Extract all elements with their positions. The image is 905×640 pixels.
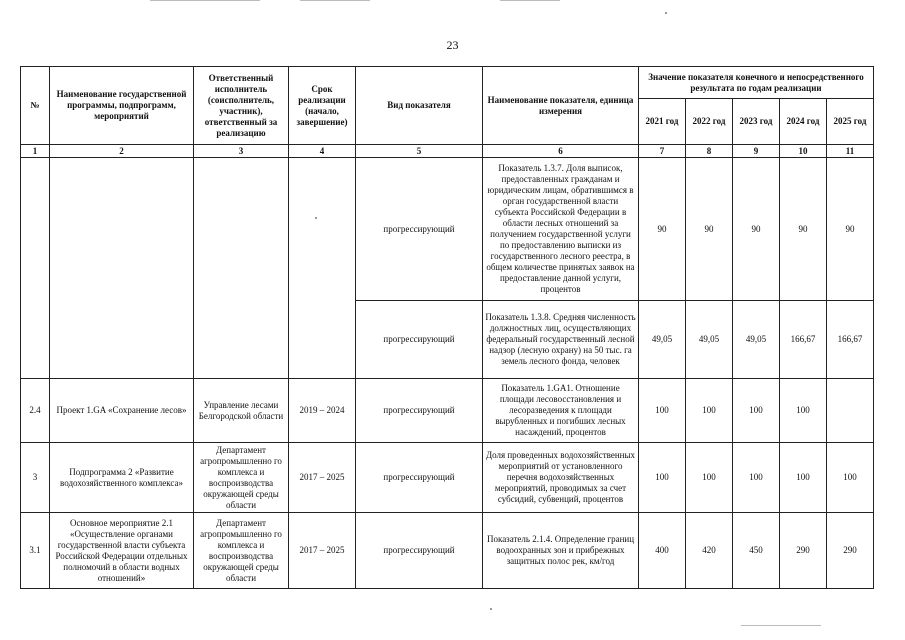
responsible: Департамент агропромышленно го комплекса и воспроизводства окружающей среды области xyxy=(194,443,289,513)
responsible xyxy=(194,158,289,379)
program-name xyxy=(50,158,194,379)
column-index: 6 xyxy=(483,145,639,158)
table-row xyxy=(21,158,874,301)
column-index: 8 xyxy=(686,145,733,158)
value-2021: 90 xyxy=(639,158,686,301)
period: 2019 – 2024 xyxy=(289,379,356,443)
program-name: Проект 1.GA «Сохранение лесов» xyxy=(50,379,194,443)
value-2025: 100 xyxy=(827,443,874,513)
value-2021: 100 xyxy=(639,443,686,513)
value-2023: 100 xyxy=(733,379,780,443)
indicator-name: Доля проведенных водохозяйственных мероприятий от установленного перечня водохозяйственных мероприятий, проводимых за счет субсидий, субвенций, процентов xyxy=(483,443,639,513)
header-year: 2021 год xyxy=(639,99,686,145)
value-2022: 100 xyxy=(686,379,733,443)
row-number: 3 xyxy=(21,443,50,513)
column-index: 2 xyxy=(50,145,194,158)
table-row xyxy=(21,443,874,513)
column-index: 11 xyxy=(827,145,874,158)
scan-artifact-line xyxy=(300,0,370,1)
value-2023: 90 xyxy=(733,158,780,301)
scan-artifact-line xyxy=(500,0,560,1)
responsible: Департамент агропромышленно го комплекса и воспроизводства окружающей среды области xyxy=(194,513,289,589)
header-number: № xyxy=(21,67,50,145)
value-2021: 49,05 xyxy=(639,301,686,379)
value-2024: 90 xyxy=(780,158,827,301)
scan-dot xyxy=(490,608,492,610)
header-year: 2022 год xyxy=(686,99,733,145)
column-index: 1 xyxy=(21,145,50,158)
header-period: Срок реализации (начало, завершение) xyxy=(289,67,356,145)
row-number: 2.4 xyxy=(21,379,50,443)
indicators-table xyxy=(20,66,874,589)
value-2022: 90 xyxy=(686,158,733,301)
column-index: 3 xyxy=(194,145,289,158)
value-2023: 450 xyxy=(733,513,780,589)
header-program-name: Наименование государственной программы, подпрограмм, мероприятий xyxy=(50,67,194,145)
period xyxy=(289,158,356,379)
header-year: 2025 год xyxy=(827,99,874,145)
value-2022: 100 xyxy=(686,443,733,513)
indicator-type: прогрессирующий xyxy=(356,443,483,513)
scan-artifact-line xyxy=(150,0,260,1)
indicator-type: прогрессирующий xyxy=(356,158,483,301)
program-name: Подпрограмма 2 «Развитие водохозяйственного комплекса» xyxy=(50,443,194,513)
header-year: 2024 год xyxy=(780,99,827,145)
indicator-type: прогрессирующий xyxy=(356,379,483,443)
value-2022: 49,05 xyxy=(686,301,733,379)
value-2021: 400 xyxy=(639,513,686,589)
period: 2017 – 2025 xyxy=(289,443,356,513)
row-number xyxy=(21,158,50,379)
header-row xyxy=(21,67,874,99)
header-year: 2023 год xyxy=(733,99,780,145)
value-2022: 420 xyxy=(686,513,733,589)
indicator-name: Показатель 2.1.4. Определение границ водоохранных зон и прибрежных защитных полос рек, км/год xyxy=(483,513,639,589)
value-2024: 290 xyxy=(780,513,827,589)
page-number: 23 xyxy=(446,38,459,52)
table-row xyxy=(21,513,874,589)
value-2024: 166,67 xyxy=(780,301,827,379)
value-2025: 290 xyxy=(827,513,874,589)
program-name: Основное мероприятие 2.1 «Осуществление органами государственной власти субъекта Российской Федерации отдельных полномочий в области водных отношений» xyxy=(50,513,194,589)
period: 2017 – 2025 xyxy=(289,513,356,589)
column-index: 9 xyxy=(733,145,780,158)
value-2025: 90 xyxy=(827,158,874,301)
header-indicator-type: Вид показателя xyxy=(356,67,483,145)
header-indicator-name: Наименование показателя, единица измерения xyxy=(483,67,639,145)
value-2024: 100 xyxy=(780,443,827,513)
responsible: Управление лесами Белгородской области xyxy=(194,379,289,443)
column-index: 7 xyxy=(639,145,686,158)
table-row xyxy=(21,379,874,443)
value-2023: 49,05 xyxy=(733,301,780,379)
indicator-name: Показатель 1.3.7. Доля выписок, предоставленных гражданам и юридическим лицам, обратившимся в орган государственной власти субъекта Российской Федерации в области лесных отношений за получением государственной услуги по предоставлению выписки из государственного лесного реестра, в общем количестве принятых заявок на предоставление данной услуги, процентов xyxy=(483,158,639,301)
indicator-type: прогрессирующий xyxy=(356,513,483,589)
value-2025: 166,67 xyxy=(827,301,874,379)
indicator-type: прогрессирующий xyxy=(356,301,483,379)
header-responsible: Ответственный исполнитель (соисполнитель, участник), ответственный за реализацию xyxy=(194,67,289,145)
value-2024: 100 xyxy=(780,379,827,443)
column-index: 10 xyxy=(780,145,827,158)
column-index: 5 xyxy=(356,145,483,158)
header-values-group: Значение показателя конечного и непосредственного результата по годам реализации xyxy=(639,67,874,99)
value-2021: 100 xyxy=(639,379,686,443)
column-index-row xyxy=(21,145,874,158)
indicator-name: Показатель 1.3.8. Средняя численность должностных лиц, осуществляющих федеральный государственный лесной надзор (лесную охрану) на 50 тыс. га земель лесного фонда, человек xyxy=(483,301,639,379)
scan-artifact-line xyxy=(741,625,821,626)
row-number: 3.1 xyxy=(21,513,50,589)
value-2023: 100 xyxy=(733,443,780,513)
indicator-name: Показатель 1.GA1. Отношение площади лесовосстановления и лесоразведения к площади вырубленных и погибших лесных насаждений, процентов xyxy=(483,379,639,443)
scan-dot xyxy=(665,12,667,14)
column-index: 4 xyxy=(289,145,356,158)
value-2025 xyxy=(827,379,874,443)
